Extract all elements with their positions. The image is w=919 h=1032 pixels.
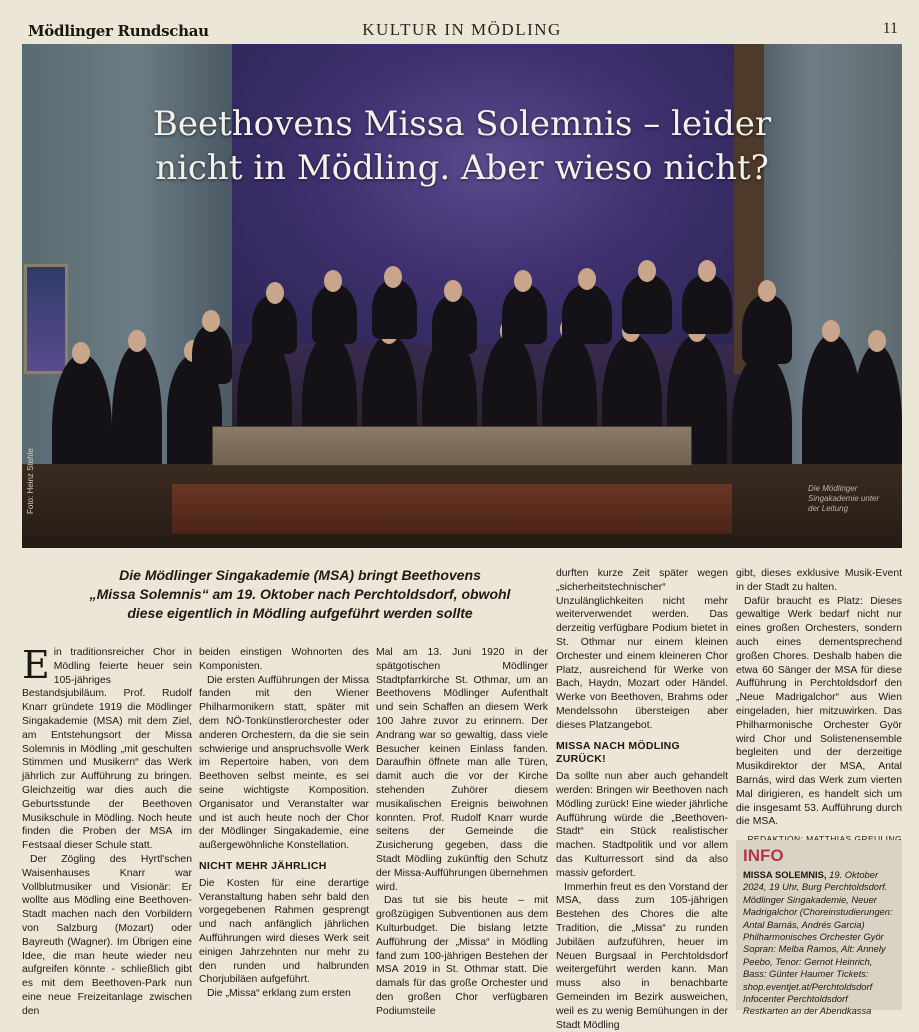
singer — [682, 274, 732, 334]
article-paragraph: Da sollte nun aber auch gehandelt werden: Bringen wir Beethoven nach Mödling zurück! Eine wieder jährliche Aufführung würde die „Beethoven-Stadt“ ein Stück realistischer machen. Stadtpolitik und vor allem das Kulturressort sind da also massiv gefordert. — [556, 771, 728, 879]
section-title: KULTUR IN MÖDLING — [362, 20, 562, 39]
page-number: 11 — [882, 20, 898, 37]
subtitle-line3: diese eigentlich in Mödling aufgeführt werden sollte — [127, 605, 473, 621]
singer-head — [698, 260, 716, 282]
singer — [742, 294, 792, 364]
info-box — [736, 840, 902, 1017]
choir-photo — [22, 44, 902, 548]
subtitle-line1: Die Mödlinger Singakademie (MSA) bringt Beethovens — [119, 567, 481, 583]
article-paragraph: Der Zögling des Hyrtl'schen Waisenhauses Knarr war Vollblutmusiker und Visionär: Er wollte aus Mödling eine Beethoven-Stadt machen nach den Vorbildern von Salzburg (Mozart) oder Bayreuth (Wagner). Im Übrigen eine Idee, die man heute wieder neu aufgreifen könnte - schließlich gibt es mit dem Beethoven-Park nun eine neue Freizeitanlage zwischen den — [22, 853, 192, 1017]
article-paragraph: Mal am 13. Juni 1920 in der spätgotischen Mödlinger Stadtpfarrkirche St. Othmar, um an Beethovens Mödlinger Aufenthalt und sein Schaffen an diesem Werk 100 Jahre zuvor zu erinnern. Der Andrang war so gewaltig, dass viele Besucher keinen Einlass fanden. Daraufhin öffnete man alle Türen, damit auch die vor der Kirche stehenden Zuhörer diesem musikalischen Ereignis beiwohnen konnten. Prof. Rudolf Knarr wurde seitens der Gemeinde die Zusicherung gegeben, dass die Stadt Mödling zukünftig den Schutz der Missa-Aufführungen übernehmen wird. — [376, 647, 548, 893]
article-paragraph: Die „Missa“ erklang zum ersten — [207, 988, 351, 1000]
info-event-title: MISSA SOLEMNIS, — [743, 869, 827, 880]
singer-head — [578, 268, 596, 290]
article-paragraph: durften kurze Zeit später wegen „sicherheitstechnischer“ Unzulänglichkeiten nicht mehr weiterverwendet werden. Das derzeitig verfügbare Podium bietet in St. Othmar nur einem kleinen Orchester und einem kleineren Chor Platz, ausreichend für Werke von Bach, Haydn, Mozart oder Händel. Werke von Beethoven, Brahms oder Mendelssohn übersteigen aber dieses Platzangebot. — [556, 568, 728, 731]
singer — [502, 284, 547, 344]
singer-head — [514, 270, 532, 292]
article-paragraph: beiden einstigen Wohnorten des Komponisten. — [199, 647, 369, 672]
singer — [432, 294, 477, 354]
article-paragraph: Immerhin freut es den Vorstand der MSA, dass zum 105-jährigen Bestehen des Chores die alte Tradition, die „Missa“ zu runden Jubiläen aufzuführen, heuer im Neuen Burgsaal in Perchtoldsdorf weitergeführt werden kann. Man muss also in benachbarte Gemeinden im Bezirk ausweichen, weil es zu wenig Bemühungen in der Stadt Mödling — [556, 881, 728, 1031]
singer-head — [822, 320, 840, 342]
altar-table — [212, 426, 692, 466]
info-details: 19. Oktober 2024, 19 Uhr, Burg Perchtoldsdorf. Mödlinger Singakademie, Neuer Madrigalchor (Choreinstudierungen: Antal Barnás, Andrés Garcia) Philharmonisches Orchester Györ Sopran: Melba Ramos, Alt: Annely Peebo, Tenor: Gernot Heinrich, Bass: Günter Haumer Tickets: shop.eventjet.at/Perchtoldsdorf Infocenter Perchtoldsdorf Restkarten an der Abendkassa — [743, 869, 893, 1017]
article-paragraph: Die ersten Aufführungen der Missa fanden mit den Wiener Philharmonikern statt, später mit dem NÖ-Tonkünstlerorchester oder anderen Orchestern, da die sie sein schwierige und anspruchsvolle Werk im Repertoire haben, von dem Beethoven selbst meinte, es sei seine wichtigste Komposition. Organisator und Veranstalter war und ist auch heute noch der Chor der Mödlinger Singakademie, eine außergewöhnliche Konstellation. — [199, 674, 369, 852]
singer-head — [758, 280, 776, 302]
headline-line1: Beethovens Missa Solemnis – leider — [152, 104, 772, 144]
article-column-1 — [22, 643, 192, 1019]
singer — [312, 284, 357, 344]
article-paragraph: gibt, dieses exklusive Musik-Event in der Stadt zu halten. — [736, 568, 902, 593]
subtitle-line2: „Missa Solemnis“ am 19. Oktober nach Perchtoldsdorf, obwohl — [89, 586, 511, 602]
singer-head — [444, 280, 462, 302]
photo-caption: Die Mödlinger Singakademie unter der Leitung — [808, 484, 880, 513]
masthead: Mödlinger Rundschau — [28, 22, 209, 40]
singer-head — [868, 330, 886, 352]
singer-head — [128, 330, 146, 352]
singer-head — [266, 282, 284, 304]
article-paragraph: Das tut sie bis heute – mit großzügigen Subventionen aus dem Kulturbudget. Die bislang letzte Aufführung der „Missa“ in Mödling fand zum 100-jährigen Bestehen der MSA 2019 in St. Othmar statt. Die damals für das große Orchester und den großen Chor verfügbaren Podiumsteile — [376, 895, 548, 1017]
singer-head — [72, 342, 90, 364]
section-heading: MISSA NACH MÖDLING ZURÜCK! — [556, 739, 681, 766]
article-column-5 — [736, 567, 902, 847]
headline-line2: nicht in Mödling. Aber wieso nicht? — [155, 148, 769, 188]
harpsichord — [172, 484, 732, 534]
singer-head — [638, 260, 656, 282]
singer — [192, 324, 232, 384]
article-column-3 — [376, 646, 548, 1019]
singer — [622, 274, 672, 334]
section-heading: NICHT MEHR JÄHRLICH — [199, 859, 327, 872]
singer-head — [384, 266, 402, 288]
singer — [562, 284, 612, 344]
singer-head — [324, 270, 342, 292]
article-column-2 — [199, 646, 369, 1001]
article-column-4 — [556, 567, 728, 1032]
article-subtitle — [60, 566, 540, 623]
page-header — [22, 14, 902, 48]
article-paragraph — [22, 643, 192, 853]
info-text — [743, 869, 895, 1018]
paragraph-text: in traditionsreicher Chor in Mödling feierte heuer sein 105-jähriges Bestandsjubiläum. Prof. Rudolf Knarr gründete 1919 die Mödlinger Singakademie (MSA) mit dem Ziel, am Entstehungsort der Missa Solemnis in Mödling „mit geschulten Stimmen und Musikern“ das Werk jährlich zur Aufführung zu bringen. Gleichzeitig war dies auch die Geburtsstunde der Beethoven Musikschule in Mödling. Noch heute finden die Proben der MSA im Festsaal dieser Schule statt. — [22, 647, 192, 852]
photo-credit: Foto: Heinz Stehle — [26, 448, 35, 514]
singer-head — [202, 310, 220, 332]
info-title: INFO — [743, 846, 784, 865]
headline — [22, 102, 902, 190]
article-paragraph: Die Kosten für eine derartige Veranstaltung haben sehr bald den vorgegebenen Rahmen gesprengt und nach anfänglich jährlichen Aufführungen wird dieses Werk seit einigen Jahrzehnten nur mehr zu den runden und halbrunden Chorjubiläen aufgeführt. — [199, 877, 369, 986]
drop-cap: E — [22, 643, 50, 687]
singer — [372, 279, 417, 339]
article-paragraph: Dafür braucht es Platz: Dieses gewaltige Werk bedarf nicht nur eines großen Orchesters, sondern auch eines dementsprechend großen Chores. Deshalb haben die etwa 60 Sänger der MSA für diese Aufführung in Perchtoldsdorf den „Neue Madrigalchor“ aus Wien eingeladen, hier mitzuwirken. Das Philharmonische Orchester Györ wird Chor und Solistenensemble begleiten und der derzeitige Musikdirektor der MSA, Antal Barnás, wird das Werk zum vierten Mal dirigieren, es handelt sich um die insgesamt 53. Aufführung durch die MSA. — [736, 595, 902, 828]
